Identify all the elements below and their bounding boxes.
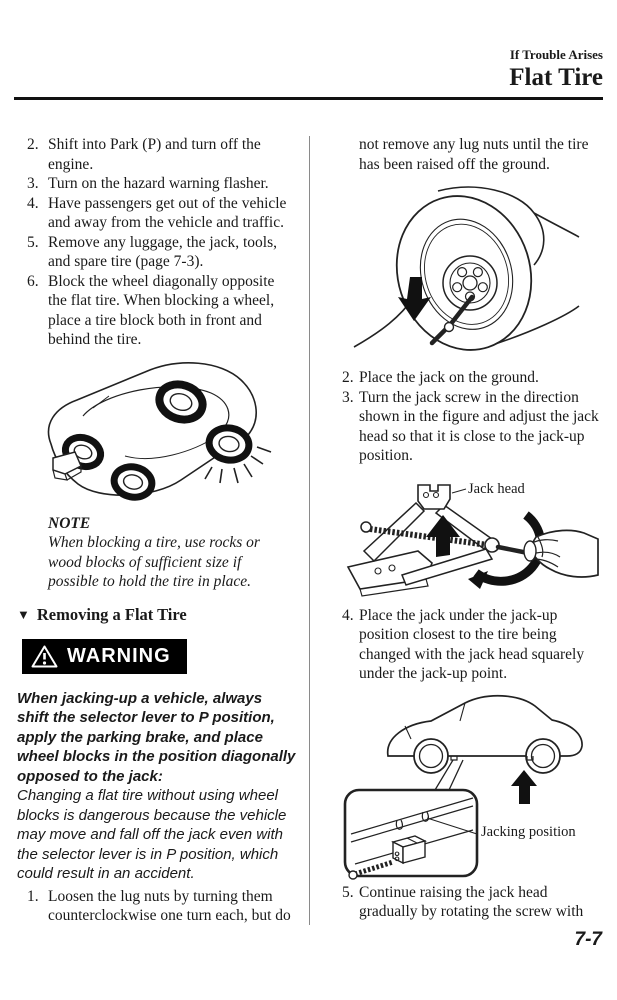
jacking-position-illustration	[339, 694, 607, 880]
procedure-list-step4-right	[336, 606, 607, 684]
step-item	[27, 135, 296, 174]
step-text: Turn on the hazard warning flasher.	[48, 175, 269, 192]
chapter-title: If Trouble Arises	[509, 47, 603, 62]
note-label: NOTE	[48, 514, 91, 532]
warning-lead-text: When jacking-up a vehicle, always shift the selector lever to P position, apply the parking brake, and place wheel blocks in the position diagonally opposed to the jack:	[17, 689, 296, 785]
note-block	[48, 514, 286, 592]
procedure-list-bottom-left	[17, 887, 296, 926]
step-text: Remove any luggage, the jack, tools, and spare tire (page 7-3).	[48, 233, 277, 270]
step-item	[27, 887, 296, 926]
step-number: 6.	[27, 272, 39, 290]
step-continuation-text: not remove any lug nuts until the tire has been raised off the ground.	[359, 136, 589, 173]
page-number: 7-7	[574, 929, 602, 950]
lug-wrench-figure	[352, 185, 607, 357]
step-text: Continue raising the jack head gradually by rotating the screw with	[359, 883, 584, 920]
section-heading-text: Removing a Flat Tire	[36, 604, 187, 624]
warning-label: WARNING	[67, 644, 171, 667]
jack-head-label: Jack head	[468, 480, 525, 497]
step-text: Place the jack under the jack-up position closest to the tire being changed with the jack head squarely under the jack-up point.	[359, 606, 585, 682]
car-blocking-figure	[33, 352, 296, 502]
column-divider	[309, 136, 310, 925]
procedure-list-bottom-right	[336, 883, 607, 922]
step-text: Place the jack on the ground.	[359, 369, 539, 386]
step-number: 2.	[342, 369, 354, 386]
section-marker-icon: ▼	[17, 606, 30, 622]
step-text: Loosen the lug nuts by turning them counterclockwise one turn each, but do	[48, 887, 291, 924]
step-number: 3.	[27, 175, 39, 192]
warning-body-text: Changing a flat tire without using wheel blocks is dangerous because the vehicle may move and fall off the jack even with the selector lever is in P position, which could result in an accident.	[17, 787, 287, 882]
step-item	[27, 194, 296, 233]
step-item	[342, 883, 607, 922]
section-heading	[17, 605, 296, 625]
page-title: Flat Tire	[509, 64, 603, 91]
note-text: When blocking a tire, use rocks or wood blocks of sufficient size if possible to hold the tire in place.	[48, 534, 260, 590]
step-item	[342, 388, 607, 466]
step-number: 5.	[27, 233, 39, 251]
jack-figure	[340, 479, 607, 599]
step-number: 1.	[27, 887, 39, 905]
step-text: Have passengers get out of the vehicle and away from the vehicle and traffic.	[48, 194, 287, 231]
right-column	[336, 0, 607, 922]
procedure-list-top-left	[17, 135, 296, 350]
left-column	[17, 0, 296, 926]
step-item	[27, 174, 296, 194]
step-item	[342, 368, 607, 388]
step-text: Turn the jack screw in the direction shown in the figure and adjust the jack head so that it is close to the jack-up position.	[359, 388, 599, 464]
step-item	[27, 272, 296, 350]
warning-triangle-icon	[31, 644, 58, 669]
step-number: 3.	[342, 388, 354, 406]
step-text: Shift into Park (P) and turn off the engine.	[48, 136, 261, 173]
car-blocking-illustration	[33, 352, 289, 502]
step-number: 4.	[27, 194, 39, 212]
step-item	[342, 606, 607, 684]
lug-wrench-illustration	[352, 185, 580, 357]
jacking-position-label: Jacking position	[481, 823, 576, 840]
step-number: 5.	[342, 883, 354, 901]
procedure-list-mid-right	[336, 368, 607, 466]
step-item	[27, 233, 296, 272]
step-number: 2.	[27, 136, 39, 153]
warning-banner	[22, 639, 187, 674]
step-text: Block the wheel diagonally opposite the flat tire. When blocking a wheel, place a tire block both in front and behind the tire.	[48, 272, 275, 348]
step-number: 4.	[342, 606, 354, 624]
jacking-position-figure	[339, 694, 607, 880]
